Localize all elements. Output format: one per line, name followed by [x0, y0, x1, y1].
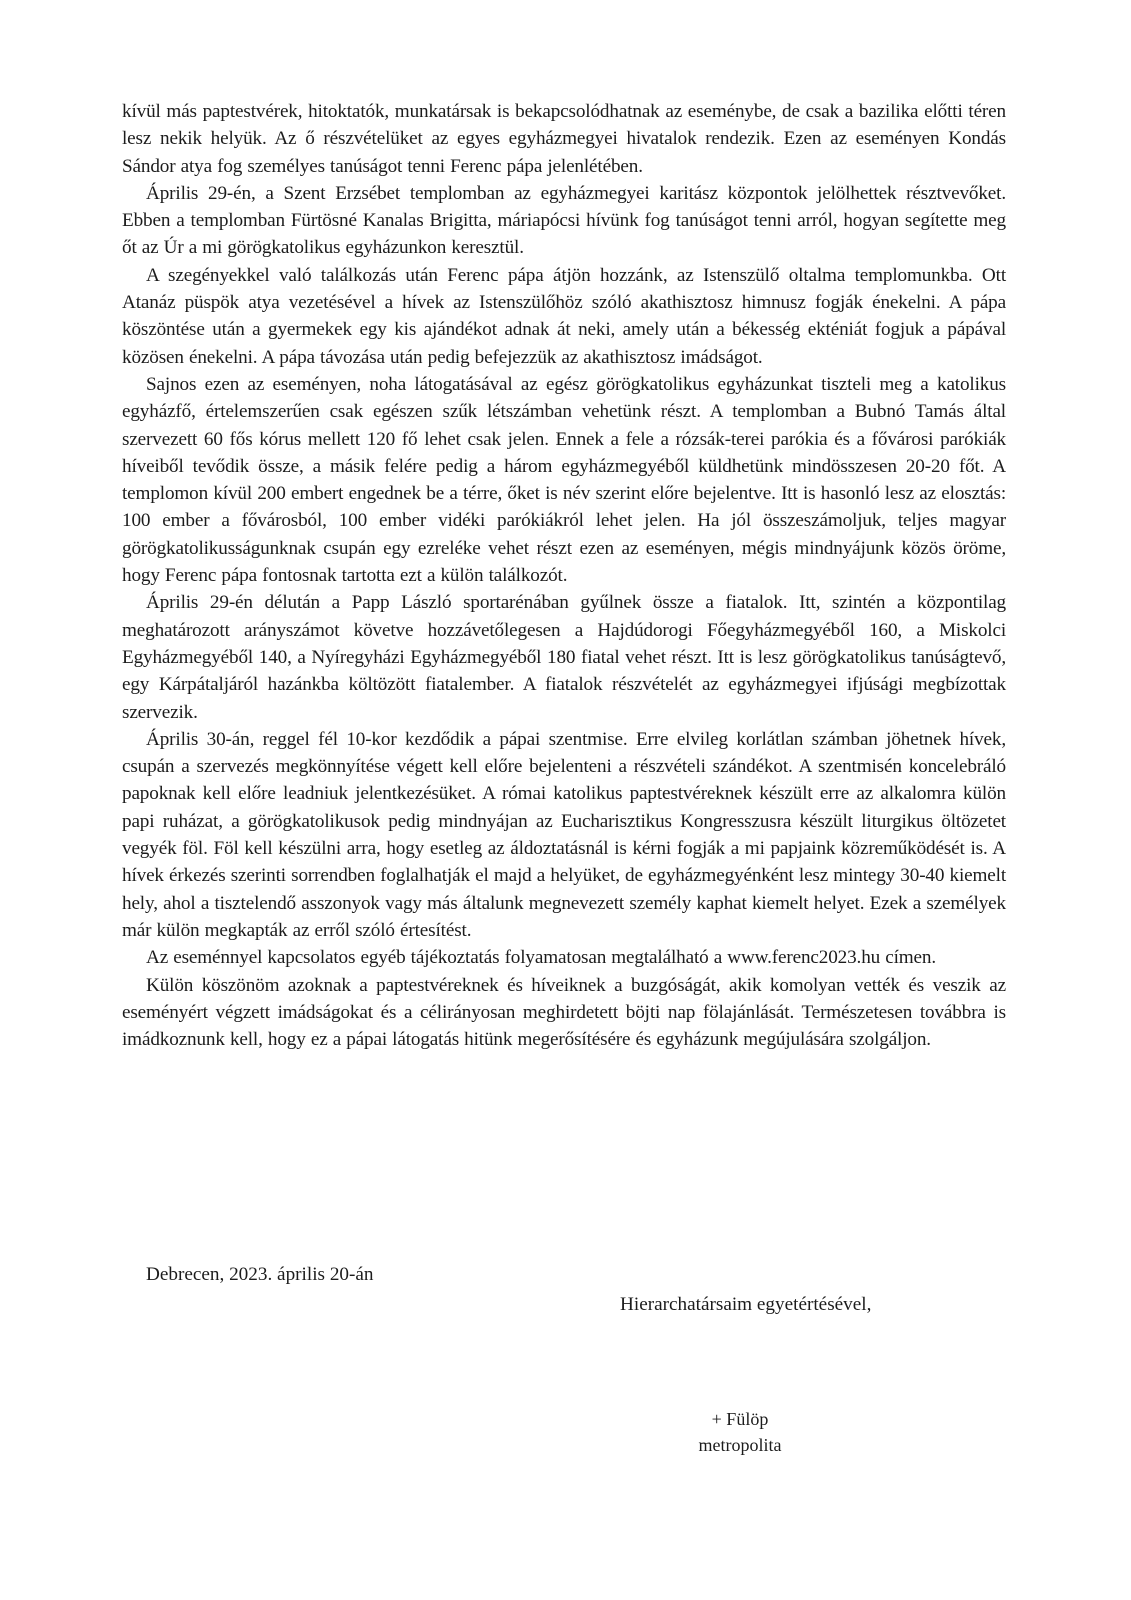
date-line: Debrecen, 2023. április 20-án [146, 1264, 374, 1285]
signature-name: + Fülöp [711, 1409, 769, 1429]
paragraph: A szegényekkel való találkozás után Ferenc pápa átjön hozzánk, az Istenszülő oltalma templomunkba. Ott Atanáz püspök atya vezetésével a hívek az Istenszülőhöz szóló akathisztosz himnusz fogják énekelni. A pápa köszöntése után a gyermekek egy kis ajándékot adnak át neki, amely után a békesség ekténiát fogjuk a pápával közösen énekelni. A pápa távozása után pedig befejezzük az akathisztosz imádságot. [122, 264, 1006, 368]
paragraph: kívül más paptestvérek, hitoktatók, munkatársak is bekapcsolódhatnak az eseménybe, de csak a bazilika előtti téren lesz nekik helyük. Az ő részvételüket az egyes egyházmegyei hivatalok rendezik. Ezen az eseményen Kondás Sándor atya fog személyes tanúságot tenni Ferenc pápa jelenlétében. [122, 101, 1006, 177]
paragraph: Április 29-én délután a Papp László sportarénában gyűlnek össze a fiatalok. Itt, szintén a központilag meghatározott arányszámot követve hozzávetőlegesen a Hajdúdorogi Főegyházmegyéből 160, a Miskolci Egyházmegyéből 140, a Nyíregyházi Egyházmegyéből 180 fiatal vehet részt. Itt is lesz görögkatolikus tanúságtevő, egy Kárpátaljáról hazánkba költözött fiatalember. A fiatalok részvételét az egyházmegyei ifjúsági megbízottak szervezik. [122, 592, 1006, 723]
paragraph: Sajnos ezen az eseményen, noha látogatásával az egész görögkatolikus egyházunkat tiszteli meg a katolikus egyházfő, értelemszerűen csak egészen szűk létszámban vehetünk részt. A templomban a Bubnó Tamás által szervezett 60 fős kórus mellett 120 fő lehet csak jelen. Ennek a fele a rózsák-terei parókia és a fővárosi parókiák híveiből tevődik össze, a másik felére pedig a három egyházmegyéből küldhetünk mindösszesen 20-20 főt. A templomon kívül 200 embert engednek be a térre, őket is név szerint előre bejelentve. Itt is hasonló lesz az elosztás: 100 ember a fővárosból, 100 ember vidéki parókiákról lehet jelen. Ha jól összeszámoljuk, teljes magyar görögkatolikusságunknak csupán egy ezreléke vehet részt ezen az eseményen, mégis mindnyájunk közös öröme, hogy Ferenc pápa fontosnak tartotta ezt a külön találkozót. [122, 373, 1006, 587]
paragraph: Április 30-án, reggel fél 10-kor kezdődik a pápai szentmise. Erre elvileg korlátlan számban jöhetnek hívek, csupán a szervezés megkönnyítése végett kell előre bejelenteni a részvételi szándékot. A szentmisén koncelebráló papoknak kell előre leadniuk jelentkezésüket. A római katolikus paptestvéreknek készült erre az alkalomra külön papi ruházat, a görögkatolikusok pedig mindnyájan az Eucharisztikus Kongresszusra készült liturgikus öltözetet vegyék föl. Föl kell készülni arra, hogy esetleg az áldoztatásnál is kérni fogják a mi papjaink közreműködését is. A hívek érkezés szerinti sorrendben foglalhatják el majd a helyüket, de egyházmegyénként lesz mintegy 30-40 kiemelt hely, ahol a tisztelendő asszonyok vagy más általunk megnevezett személy kaphat kiemelt helyet. Ezek a személyek már külön megkapták az erről szóló értesítést. [122, 728, 1006, 941]
paragraph: Külön köszönöm azoknak a paptestvéreknek és híveiknek a buzgóságát, akik komolyan vették és veszik az eseményért végzett imádságokat és a célirányosan meghirdetett böjti nap fölajánlását. Természetesen továbbra is imádkoznunk kell, hogy ez a pápai látogatás hitünk megerősítésére és egyházunk megújulására szolgáljon. [122, 974, 1006, 1051]
signature-block [680, 1406, 800, 1458]
paragraph: Április 29-én, a Szent Erzsébet templomban az egyházmegyei karitász központok jelölhettek résztvevőket. Ebben a templomban Fürtösné Kanalas Brigitta, máriapócsi hívünk fog tanúságot tenni arról, hogyan segítette meg őt az Úr a mi görögkatolikus egyházunkon keresztül. [122, 182, 1006, 259]
closing-line: Hierarchatársaim egyetértésével, [620, 1294, 872, 1315]
paragraph-website: Az eseménnyel kapcsolatos egyéb tájékoztatás folyamatosan megtalálható a www.ferenc2023.hu címen. [146, 947, 937, 969]
letter-body [122, 98, 1006, 1053]
signature-title: metropolita [698, 1435, 782, 1455]
